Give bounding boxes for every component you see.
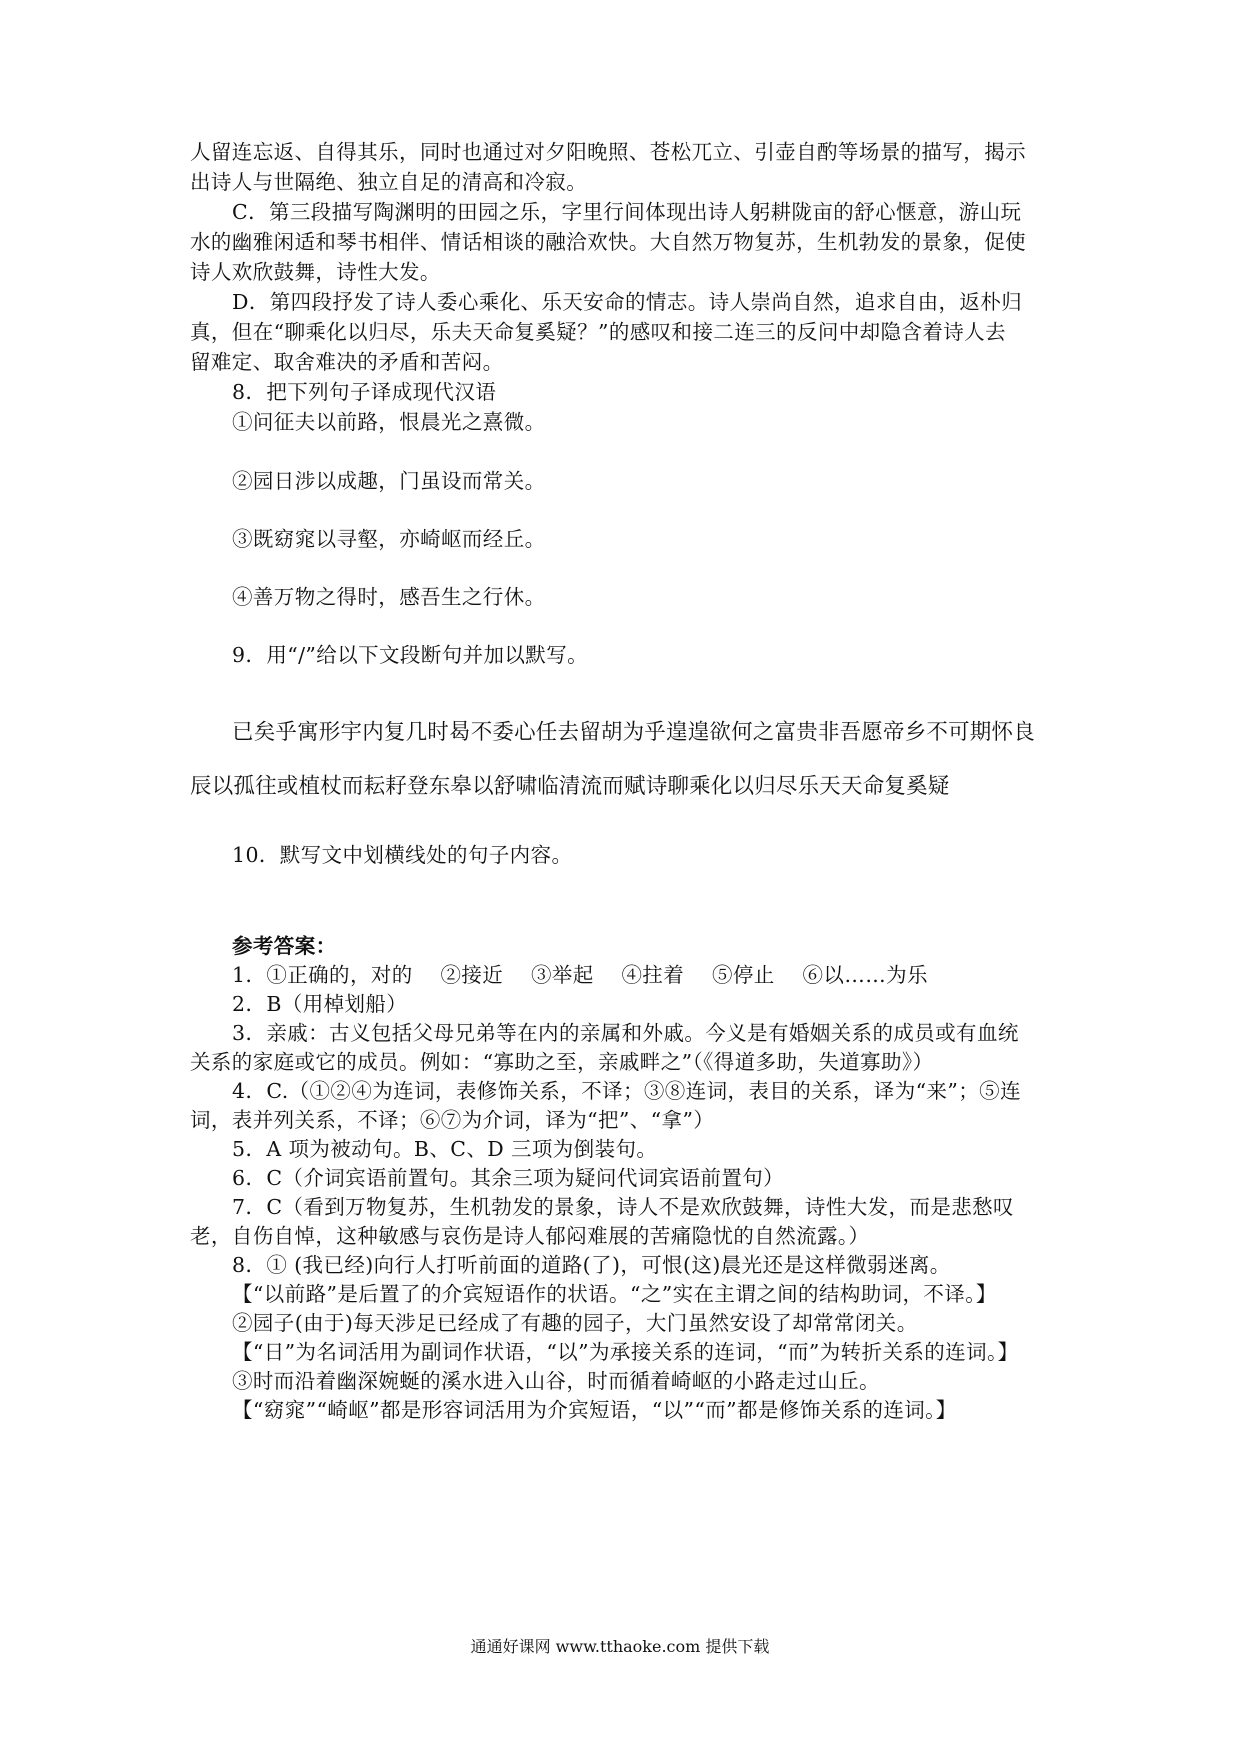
- text-line: 留难定、取舍难决的矛盾和苦闷。: [190, 350, 504, 374]
- text-line: 真，但在“聊乘化以归尽，乐夫天命复奚疑？”的感叹和接二连三的反问中却隐含着诗人去: [190, 320, 1006, 344]
- punctuation-exercise-line-2: 辰以孤往或植杖而耘耔登东皋以舒啸临清流而赋诗聊乘化以归尽乐天天命复奚疑: [190, 774, 950, 799]
- answer-2: 2．B（用棹划船）: [232, 992, 408, 1016]
- translation-line: ②园子(由于)每天涉足已经成了有趣的园子，大门虽然安设了却常常闭关。: [232, 1311, 918, 1335]
- text-line: 出诗人与世隔绝、独立自足的清高和冷寂。: [190, 170, 588, 194]
- option-d-line: D．第四段抒发了诗人委心乘化、乐天安命的情志。诗人崇尚自然，追求自由，返朴归: [232, 290, 1023, 314]
- answer-3: 3．亲戚：古义包括父母兄弟等在内的亲属和外戚。今义是有婚姻关系的成员或有血统: [232, 1021, 1019, 1045]
- answer-6: 6．C（介词宾语前置句。其余三项为疑问代词宾语前置句）: [232, 1166, 785, 1190]
- answer-1: 1．①正确的，对的 ②接近 ③举起 ④拄着 ⑤停止 ⑥以……为乐: [232, 963, 928, 987]
- sentence-4: ④善万物之得时，感吾生之行休。: [232, 585, 546, 609]
- answers-heading: 参考答案：: [232, 934, 337, 958]
- note-line: 【“窈窕”“崎岖”都是形容词活用为介宾短语，“以”“而”都是修饰关系的连词。】: [232, 1398, 957, 1422]
- option-c-line: C．第三段描写陶渊明的田园之乐，字里行间体现出诗人躬耕陇亩的舒心惬意，游山玩: [232, 200, 1022, 224]
- text-line: 水的幽雅闲适和琴书相伴、情话相谈的融洽欢快。大自然万物复苏，生机勃发的景象，促使: [190, 230, 1026, 254]
- translation-line: ③时而沿着幽深婉蜒的溪水进入山谷，时而循着崎岖的小路走过山丘。: [232, 1369, 880, 1393]
- text-line: 关系的家庭或它的成员。例如：“寡助之至，亲戚畔之”（《得道多助，失道寡助》）: [190, 1050, 934, 1074]
- note-line: 【“以前路”是后置了的介宾短语作的状语。“之”实在主谓之间的结构助词，不译。】: [232, 1282, 997, 1306]
- footer-source: 通通好课网 www.tthaoke.com 提供下载: [470, 1637, 770, 1656]
- note-line: 【“日”为名词活用为副词作状语，“以”为承接关系的连词，“而”为转折关系的连词。】: [232, 1340, 1019, 1364]
- text-line: 老，自伤自悼，这种敏感与哀伤是诗人郁闷难展的苦痛隐忧的自然流露。）: [190, 1224, 870, 1248]
- answer-7: 7．C（看到万物复苏，生机勃发的景象，诗人不是欢欣鼓舞，诗性大发，而是悲愁叹: [232, 1195, 1014, 1219]
- answer-8: 8．① (我已经)向行人打听前面的道路(了)，可恨(这)晨光还是这样微弱迷离。: [232, 1253, 951, 1277]
- punctuation-exercise-line-1: 已矣乎寓形宇内复几时曷不委心任去留胡为乎遑遑欲何之富贵非吾愿帝乡不可期怀良: [232, 720, 1035, 745]
- answer-5: 5．A 项为被动句。B、C、D 三项为倒装句。: [232, 1137, 658, 1161]
- question-10: 10．默写文中划横线处的句子内容。: [232, 843, 573, 867]
- sentence-1: ①问征夫以前路，恨晨光之熹微。: [232, 410, 546, 434]
- answer-4: 4．C.（①②④为连词，表修饰关系，不译；③⑧连词，表目的关系，译为“来”；⑤连: [232, 1079, 1021, 1103]
- text-line: 人留连忘返、自得其乐，同时也通过对夕阳晚照、苍松兀立、引壶自酌等场景的描写，揭示: [190, 140, 1026, 164]
- question-8: 8．把下列句子译成现代汉语: [232, 380, 497, 404]
- sentence-2: ②园日涉以成趣，门虽设而常关。: [232, 469, 546, 493]
- text-line: 词，表并列关系，不译；⑥⑦为介词，译为“把”、“拿”）: [190, 1108, 715, 1132]
- text-line: 诗人欢欣鼓舞，诗性大发。: [190, 260, 441, 284]
- sentence-3: ③既窈窕以寻壑，亦崎岖而经丘。: [232, 527, 546, 551]
- question-9: 9．用“/”给以下文段断句并加以默写。: [232, 643, 589, 667]
